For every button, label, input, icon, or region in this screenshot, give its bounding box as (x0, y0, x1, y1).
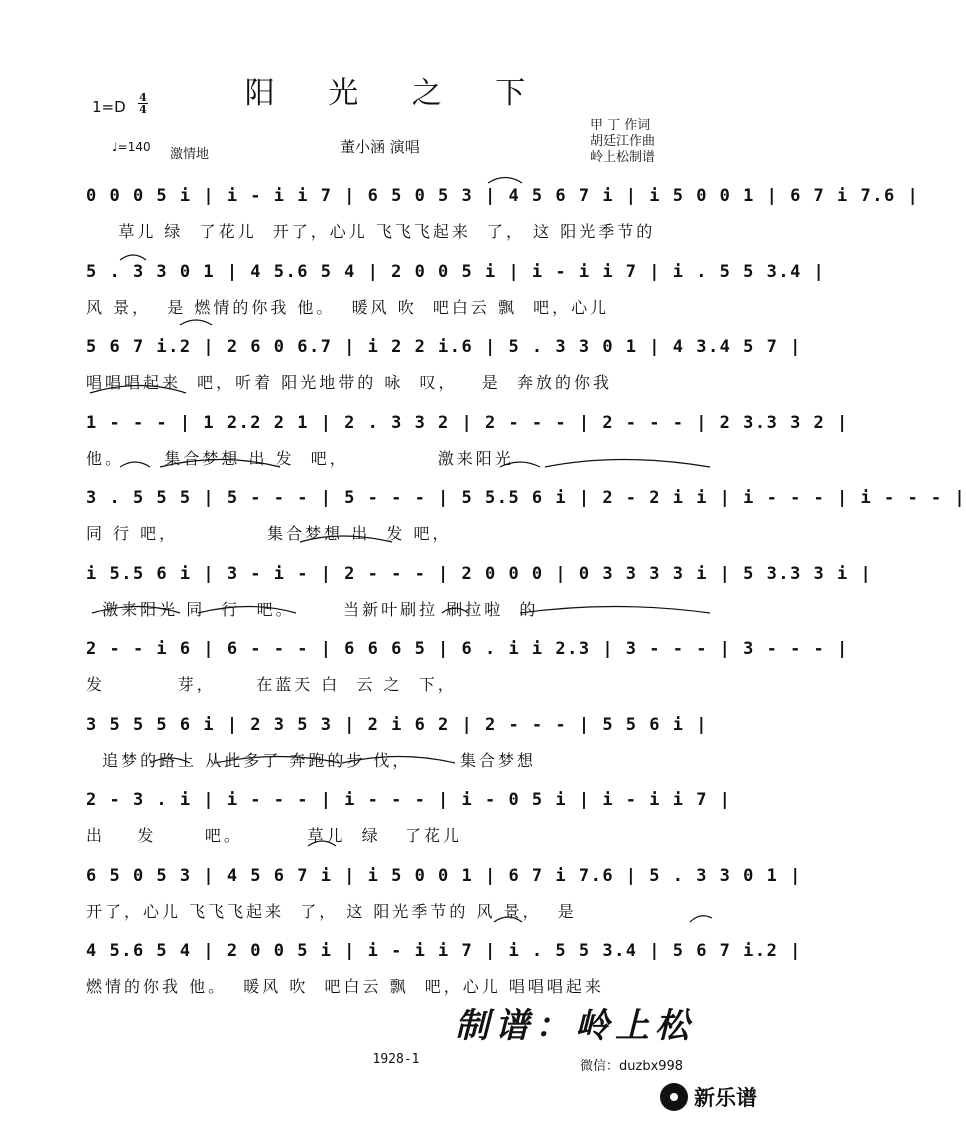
notation-line: i 5.5 6 i | 3 - i - | 2 - - - | 2 0 0 0 | 0 3 3 3 3 i | 5 3.3 3 i | (86, 563, 873, 584)
lyric-line: 出 发 吧。 草儿 绿 了花儿 (86, 826, 462, 845)
record-disc-icon (660, 1083, 688, 1111)
arranger-signature: 制谱：岭上松 (455, 1006, 695, 1046)
site-logo-text: 新乐谱 (694, 1086, 757, 1110)
notation-line: 5 6 7 i.2 | 2 6 0 6.7 | i 2 2 i.6 | 5 . 3 3 0 1 | 4 3.4 5 7 | (86, 337, 802, 357)
lyric-line: 风 景， 是 燃情的你我 他。 暖风 吹 吧白云 飘 吧，心儿 (86, 297, 610, 317)
singer-credit: 董小涵 演唱 (340, 138, 420, 156)
lyric-line: 追梦的路上 从此多了 奔跑的步 伐， 集合梦想 (86, 750, 536, 770)
notation-line: 2 - 3 . i | i - - - | i - - - | i - 0 5 i | i - i i 7 | (86, 790, 732, 810)
song-title: 阳 光 之 下 (244, 76, 548, 111)
notation-line: 5 . 3 3 0 1 | 4 5.6 5 4 | 2 0 0 5 i | i - i i 7 | i . 5 5 3.4 | (86, 261, 826, 282)
lyric-line: 开了，心儿 飞飞飞起来 了， 这 阳光季节的 风 景， 是 (86, 901, 577, 921)
lyric-line: 激来阳光 同 行 吧。 当新叶刷拉 刷拉啦 的 (86, 599, 539, 619)
lyric-line: 他。 集合梦想 出 发 吧， 激来阳光 (86, 448, 514, 468)
notation-line: 0 0 0 5 i | i - i i 7 | 6 5 0 5 3 | 4 5 6 7 i | i 5 0 0 1 | 6 7 i 7.6 | (86, 186, 920, 206)
lyric-line: 唱唱唱起来 吧，听着 阳光地带的 咏 叹， 是 奔放的你我 (86, 373, 612, 392)
lyric-line: 同 行 吧， 集合梦想 出 发 吧， (86, 524, 452, 543)
tempo-marking: ♩=140 (112, 140, 151, 154)
notation-line: 2 - - i 6 | 6 - - - | 6 6 6 5 | 6 . i i 2.3 | 3 - - - | 3 - - - | (86, 639, 849, 659)
notation-line: 6 5 0 5 3 | 4 5 6 7 i | i 5 0 0 1 | 6 7 i 7.6 | 5 . 3 3 0 1 | (86, 865, 802, 886)
notation-line: 3 . 5 5 5 | 5 - - - | 5 - - - | 5 5.5 6 i | 2 - 2 i i | i - - - | i - - - | (86, 488, 966, 508)
lyric-line: 发 芽， 在蓝天 白 云 之 下， (86, 675, 457, 694)
lyric-line: 草儿 绿 了花儿 开了，心儿 飞飞飞起来 了， 这 阳光季节的 (86, 222, 656, 241)
notation-line: 4 5.6 5 4 | 2 0 0 5 i | i - i i 7 | i . 5 5 3.4 | 5 6 7 i.2 | (86, 941, 802, 961)
page-number: 1928-1 (372, 1052, 420, 1067)
lyricist-credit: 甲 丁 作词 (590, 118, 651, 133)
composer-credit: 胡廷江作曲 (590, 134, 656, 149)
time-signature-top: 4 (139, 91, 147, 104)
lyric-line: 燃情的你我 他。 暖风 吹 吧白云 飘 吧，心儿 唱唱唱起来 (86, 977, 604, 996)
notation-line: 3 5 5 5 6 i | 2 3 5 3 | 2 i 6 2 | 2 - - - | 5 5 6 i | (86, 714, 708, 735)
expression-marking: 激情地 (170, 147, 210, 162)
key-signature: 1=D (92, 98, 126, 116)
time-signature-bottom: 4 (139, 103, 147, 116)
notation-line: 1 - - - | 1 2.2 2 1 | 2 . 3 3 2 | 2 - - - | 2 - - - | 2 3.3 3 2 | (86, 412, 849, 433)
wechat-contact: 微信：duzbx998 (580, 1059, 684, 1074)
arranger-credit: 岭上松制谱 (590, 150, 656, 165)
site-logo (660, 1082, 757, 1112)
